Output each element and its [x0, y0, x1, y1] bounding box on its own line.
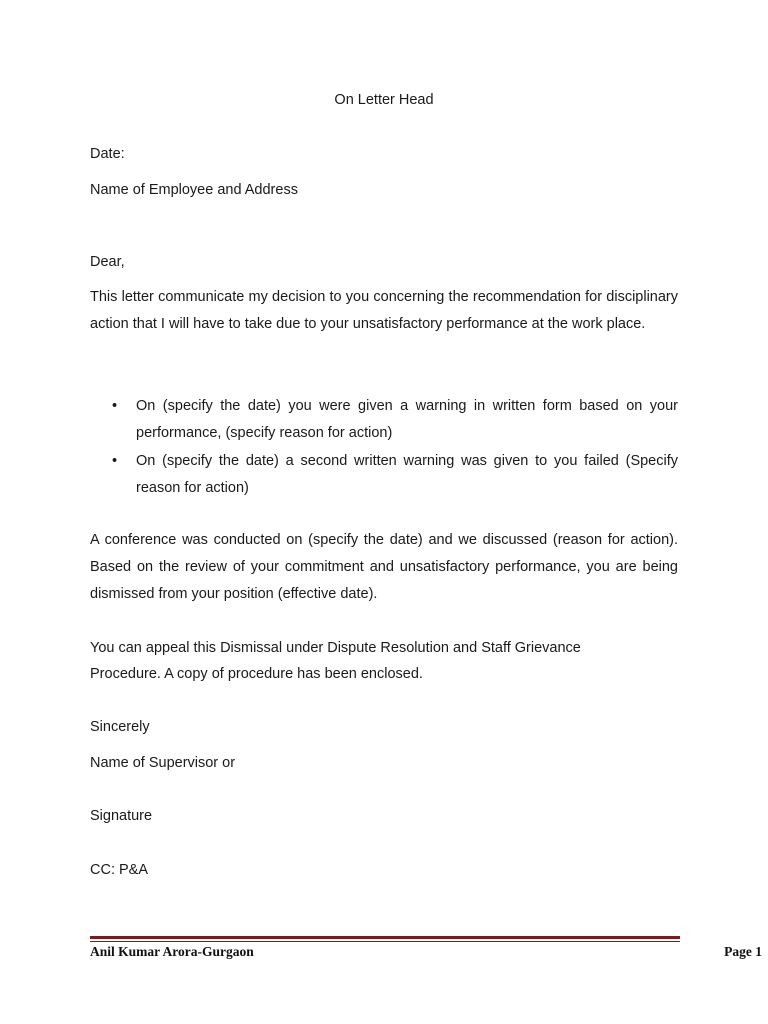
list-item — [90, 393, 678, 447]
bullet-icon: • — [112, 453, 118, 469]
signature-label: Signature — [90, 808, 153, 824]
list-item — [90, 448, 678, 502]
list-item-text: On (specify the date) you were given a warning in written form based on your performance, (specify reason for action) — [136, 398, 678, 441]
letter-heading: On Letter Head — [334, 92, 434, 108]
closing: Sincerely — [90, 719, 150, 735]
supervisor-name: Name of Supervisor or — [90, 755, 236, 771]
date-label: Date: — [90, 146, 125, 162]
conference-paragraph: A conference was conducted on (specify the date) and we discussed (reason for action). Based on the review of your commitment and unsatisfactory performance, you are being dismissed from your position (effective date). — [90, 532, 678, 602]
recipient-line: Name of Employee and Address — [90, 182, 298, 198]
bullet-icon: • — [112, 398, 118, 414]
cc-line: CC: P&A — [90, 862, 149, 878]
page-number: Page 1 — [724, 944, 762, 959]
list-item-text: On (specify the date) a second written warning was given to you failed (Specify reason for action) — [136, 453, 678, 496]
appeal-line-2: Procedure. A copy of procedure has been enclosed. — [90, 666, 423, 682]
appeal-line-1: You can appeal this Dismissal under Dispute Resolution and Staff Grievance — [90, 640, 581, 656]
intro-paragraph: This letter communicate my decision to you concerning the recommendation for disciplinary action that I will have to take due to your unsatisfactory performance at the work place. — [90, 289, 678, 332]
warning-list — [90, 393, 678, 502]
footer-divider-thin — [90, 941, 680, 942]
footer-divider — [90, 936, 680, 939]
salutation: Dear, — [90, 254, 125, 270]
footer-author: Anil Kumar Arora-Gurgaon — [90, 944, 254, 959]
